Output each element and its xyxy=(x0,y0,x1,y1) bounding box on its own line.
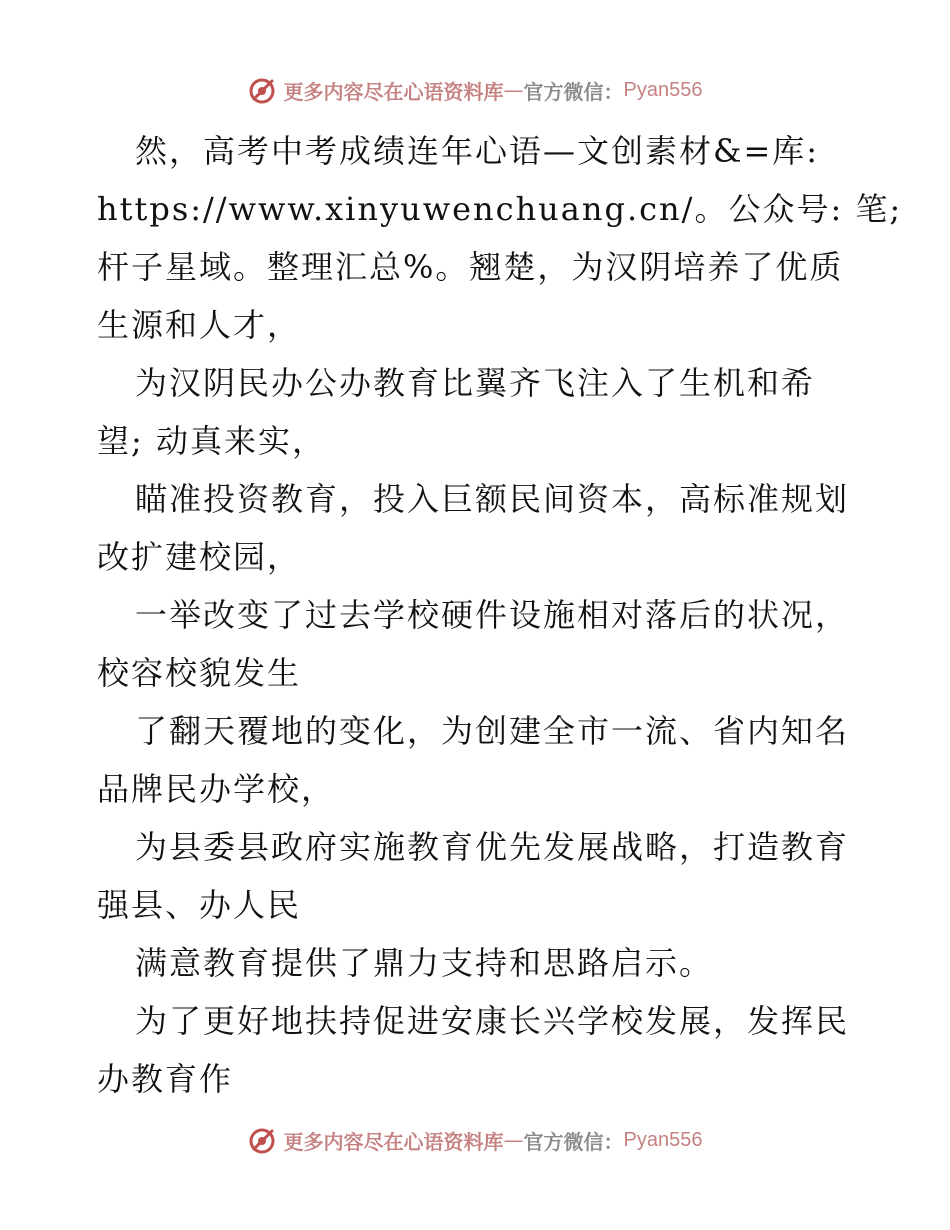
document-body xyxy=(97,122,903,1108)
text-line: 为汉阴民办公办教育比翼齐飞注入了生机和希 xyxy=(135,364,816,402)
brush-seal-icon xyxy=(248,1125,278,1155)
watermark-dash: — xyxy=(503,1128,524,1152)
text-line: 为县委县政府实施教育优先发展战略，打造教育 xyxy=(135,828,850,866)
watermark-wechat-id: Pyan556 xyxy=(623,78,703,101)
text-line: https://www.xinyuwenchuang.cn/。公众号: 笔; xyxy=(97,190,903,228)
watermark-wechat-id: Pyan556 xyxy=(623,1128,703,1151)
text-line: 校容校貌发生 xyxy=(97,654,302,692)
watermark-main-text: 更多内容尽在心语资料库 xyxy=(283,1129,504,1154)
text-line: 为了更好地扶持促进安康长兴学校发展，发挥民 xyxy=(135,1002,850,1040)
text-line: 生源和人才， xyxy=(97,306,302,344)
text-line: 办教育作 xyxy=(97,1060,234,1098)
watermark-wechat-label: 官方微信： xyxy=(523,79,624,104)
text-line: 然，高考中考成绩连年心语—文创素材&=库: xyxy=(135,132,820,170)
watermark-main-text: 更多内容尽在心语资料库 xyxy=(283,79,504,104)
watermark-wechat-label: 官方微信： xyxy=(523,1129,624,1154)
header-watermark xyxy=(0,70,950,110)
watermark-dash: — xyxy=(503,78,524,102)
brush-seal-icon xyxy=(248,75,278,105)
text-line: 瞄准投资教育，投入巨额民间资本，高标准规划 xyxy=(135,480,850,518)
text-line: 一举改变了过去学校硬件设施相对落后的状况， xyxy=(135,596,850,634)
text-line: 改扩建校园， xyxy=(97,538,302,576)
text-line: 望; 动真来实， xyxy=(97,422,326,460)
text-line: 满意教育提供了鼎力支持和思路启示。 xyxy=(135,944,714,982)
text-line: 强县、办人民 xyxy=(97,886,302,924)
text-line: 了翻天覆地的变化，为创建全市一流、省内知名 xyxy=(135,712,850,750)
text-line: 杆子星域。整理汇总%。翘楚，为汉阴培养了优质 xyxy=(97,248,844,286)
text-line: 品牌民办学校， xyxy=(97,770,336,808)
footer-watermark xyxy=(0,1120,950,1160)
